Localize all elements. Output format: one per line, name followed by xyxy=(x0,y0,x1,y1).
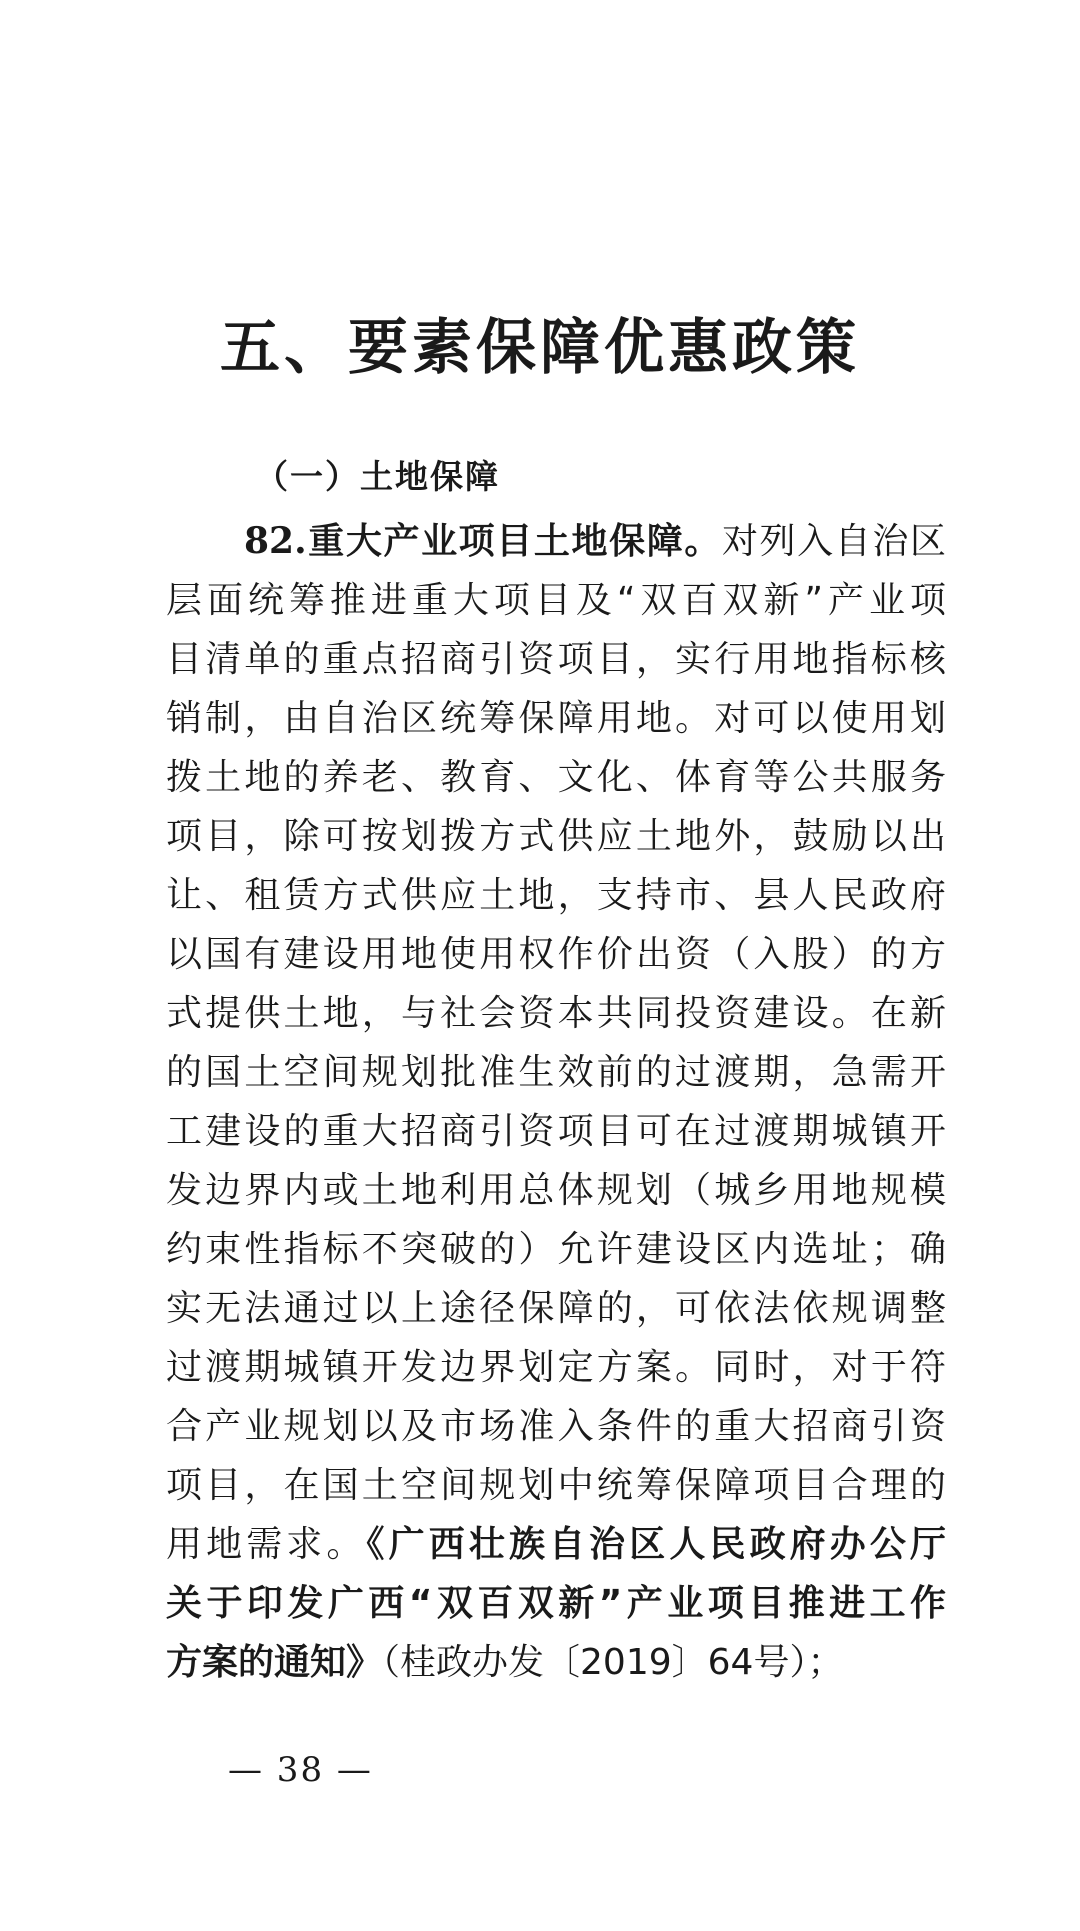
citation-title: 《广西壮族自治区人民政府办公厅 xyxy=(366,1524,946,1565)
body-line: 目清单的重点招商引资项目，实行用地指标核 xyxy=(166,639,946,680)
citation-reference: （桂政办发〔2019〕64号）； xyxy=(382,1642,844,1683)
policy-body xyxy=(166,512,946,1692)
body-line: 实无法通过以上途径保障的，可依法依规调整 xyxy=(166,1288,946,1329)
body-line: 让、租赁方式供应土地，支持市、县人民政府 xyxy=(166,875,946,916)
body-line: 过渡期城镇开发边界划定方案。同时，对于符 xyxy=(166,1347,946,1388)
body-line: 项目，除可按划拨方式供应土地外，鼓励以出 xyxy=(166,816,946,857)
body-line: 约束性指标不突破的）允许建设区内选址；确 xyxy=(166,1229,946,1270)
body-line: 工建设的重大招商引资项目可在过渡期城镇开 xyxy=(166,1111,946,1152)
body-line: 层面统筹推进重大项目及“双百双新”产业项 xyxy=(166,580,946,621)
body-line xyxy=(166,512,946,571)
body-line: 以国有建设用地使用权作价出资（入股）的方 xyxy=(166,934,946,975)
body-line: 项目，在国土空间规划中统筹保障项目合理的 xyxy=(166,1465,946,1506)
body-line-text: 用地需求。 xyxy=(166,1524,367,1565)
body-line xyxy=(166,1515,946,1574)
page-number: — 38 — xyxy=(228,1750,373,1790)
chapter-title: 五、要素保障优惠政策 xyxy=(220,313,860,383)
body-line-text: 对列入自治区 xyxy=(721,521,946,562)
body-line: 销制，由自治区统筹保障用地。对可以使用划 xyxy=(166,698,946,739)
body-line: 合产业规划以及市场准入条件的重大招商引资 xyxy=(166,1406,946,1447)
citation-line xyxy=(166,1633,946,1692)
section-heading: （一）土地保障 xyxy=(255,457,500,496)
citation-line: 关于印发广西“双百双新”产业项目推进工作 xyxy=(166,1583,946,1624)
citation-title: 方案的通知》 xyxy=(166,1642,383,1683)
body-line: 式提供土地，与社会资本共同投资建设。在新 xyxy=(166,993,946,1034)
item-title: 82.重大产业项目土地保障。 xyxy=(244,520,722,562)
body-line: 发边界内或土地利用总体规划（城乡用地规模 xyxy=(166,1170,946,1211)
body-line: 拨土地的养老、教育、文化、体育等公共服务 xyxy=(166,757,946,798)
body-line: 的国土空间规划批准生效前的过渡期，急需开 xyxy=(166,1052,946,1093)
